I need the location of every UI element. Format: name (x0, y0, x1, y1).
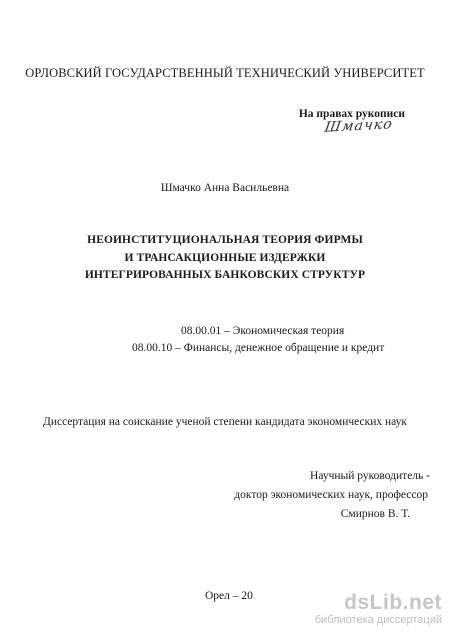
thesis-title-line-1: НЕОИНСТИТУЦИОНАЛЬНАЯ ТЕОРИЯ ФИРМЫ (87, 234, 363, 246)
manuscript-rights-label: На правах рукописи (298, 108, 405, 120)
watermark-tagline: библиотека диссертаций (314, 614, 442, 626)
thesis-degree-statement: Диссертация на соискание ученой степени кандидата экономических наук (42, 416, 408, 428)
handwritten-signature: Шмачко (322, 116, 394, 136)
advisor-name: Смирнов В. Т. (340, 508, 410, 520)
university-name: ОРЛОВСКИЙ ГОСУДАРСТВЕННЫЙ ТЕХНИЧЕСКИЙ УНИВЕРСИТЕТ (25, 66, 425, 80)
thesis-title-line-2: И ТРАНСАКЦИОННЫЕ ИЗДЕРЖКИ (124, 252, 326, 264)
author-name: Шмачко Анна Васильевна (160, 182, 290, 194)
advisor-label: Научный руководитель - (310, 470, 430, 482)
thesis-title-line-3: ИНТЕГРИРОВАННЫХ БАНКОВСКИХ СТРУКТУР (84, 269, 366, 281)
city-year: Орел – 20 (205, 590, 253, 602)
watermark-site-name: dsLib.net (344, 591, 442, 614)
specialty-code-2: 08.00.10 – Финансы, денежное обращение и кредит (132, 342, 385, 354)
dslib-watermark-logo[interactable] (315, 592, 442, 627)
advisor-degree: доктор экономических наук, профессор (234, 489, 428, 501)
specialty-code-1: 08.00.01 – Экономическая теория (181, 325, 345, 337)
